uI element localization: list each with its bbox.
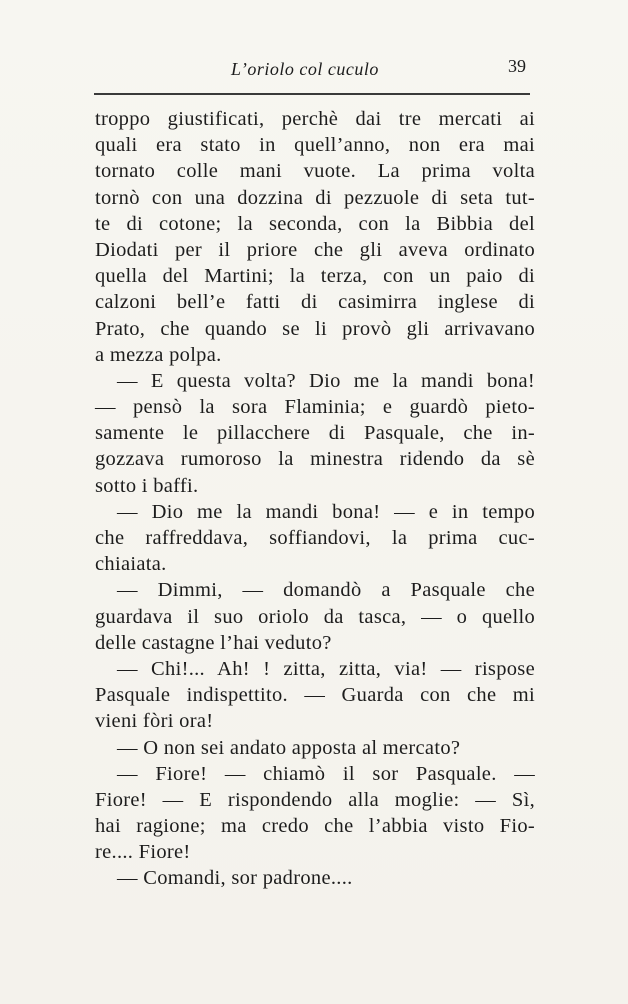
text-line: Prato, che quando se li provò gli arrivavano (95, 317, 535, 340)
text-line: — Dimmi, — domandò a Pasquale che (117, 579, 535, 602)
text-line: — Chi!... Ah! ! zitta, zitta, via! — rispose (117, 657, 535, 680)
text-line: samente le pillacchere di Pasquale, che in- (95, 422, 535, 445)
text-line: sotto i baffi. (95, 474, 199, 497)
running-head (96, 56, 528, 84)
text-line: tornò con una dozzina di pezzuole di seta tut- (95, 186, 535, 209)
body-text (95, 106, 535, 892)
text-line: troppo giustificati, perchè dai tre mercati ai (95, 108, 535, 130)
text-line: quella del Martini; la terza, con un paio di (95, 265, 535, 288)
text-line: — O non sei andato apposta al mercato? (117, 736, 461, 759)
text-line: gozzava rumoroso la minestra ridendo da sè (95, 448, 535, 471)
text-line: — Dio me la mandi bona! — e in tempo (117, 500, 535, 523)
text-line: delle castagne l’hai veduto? (95, 631, 332, 654)
text-line: chiaiata. (95, 553, 167, 576)
text-line: — pensò la sora Flaminia; e guardò pieto- (95, 396, 535, 419)
text-line: quali era stato in quell’anno, non era mai (95, 134, 535, 157)
text-line: hai ragione; ma credo che l’abbia visto Fio- (95, 815, 535, 838)
text-line: che raffreddava, soffiandovi, la prima cuc- (95, 527, 535, 549)
text-line: Diodati per il priore che gli aveva ordinato (95, 238, 535, 261)
text-line: a mezza polpa. (95, 343, 222, 366)
text-line: — Fiore! — chiamò il sor Pasquale. — (117, 762, 535, 785)
text-line: calzoni bell’e fatti di casimirra inglese di (95, 291, 535, 314)
text-line: vieni fòri ora! (95, 710, 214, 733)
header-rule (94, 93, 530, 95)
text-line: Fiore! — E rispondendo alla moglie: — Sì, (95, 788, 535, 811)
text-line: — E questa volta? Dio me la mandi bona! (117, 369, 535, 392)
text-line: te di cotone; la seconda, con la Bibbia del (95, 212, 535, 235)
page-number: 39 (508, 56, 526, 76)
text-line: guardava il suo oriolo da tasca, — o quello (95, 605, 535, 628)
running-title: L’oriolo col cuculo (231, 59, 379, 79)
text-line: re.... Fiore! (95, 841, 191, 864)
text-line: Pasquale indispettito. — Guarda con che mi (95, 684, 535, 707)
text-line: — Comandi, sor padrone.... (117, 867, 353, 890)
text-line: tornato colle mani vuote. La prima volta (95, 160, 535, 183)
